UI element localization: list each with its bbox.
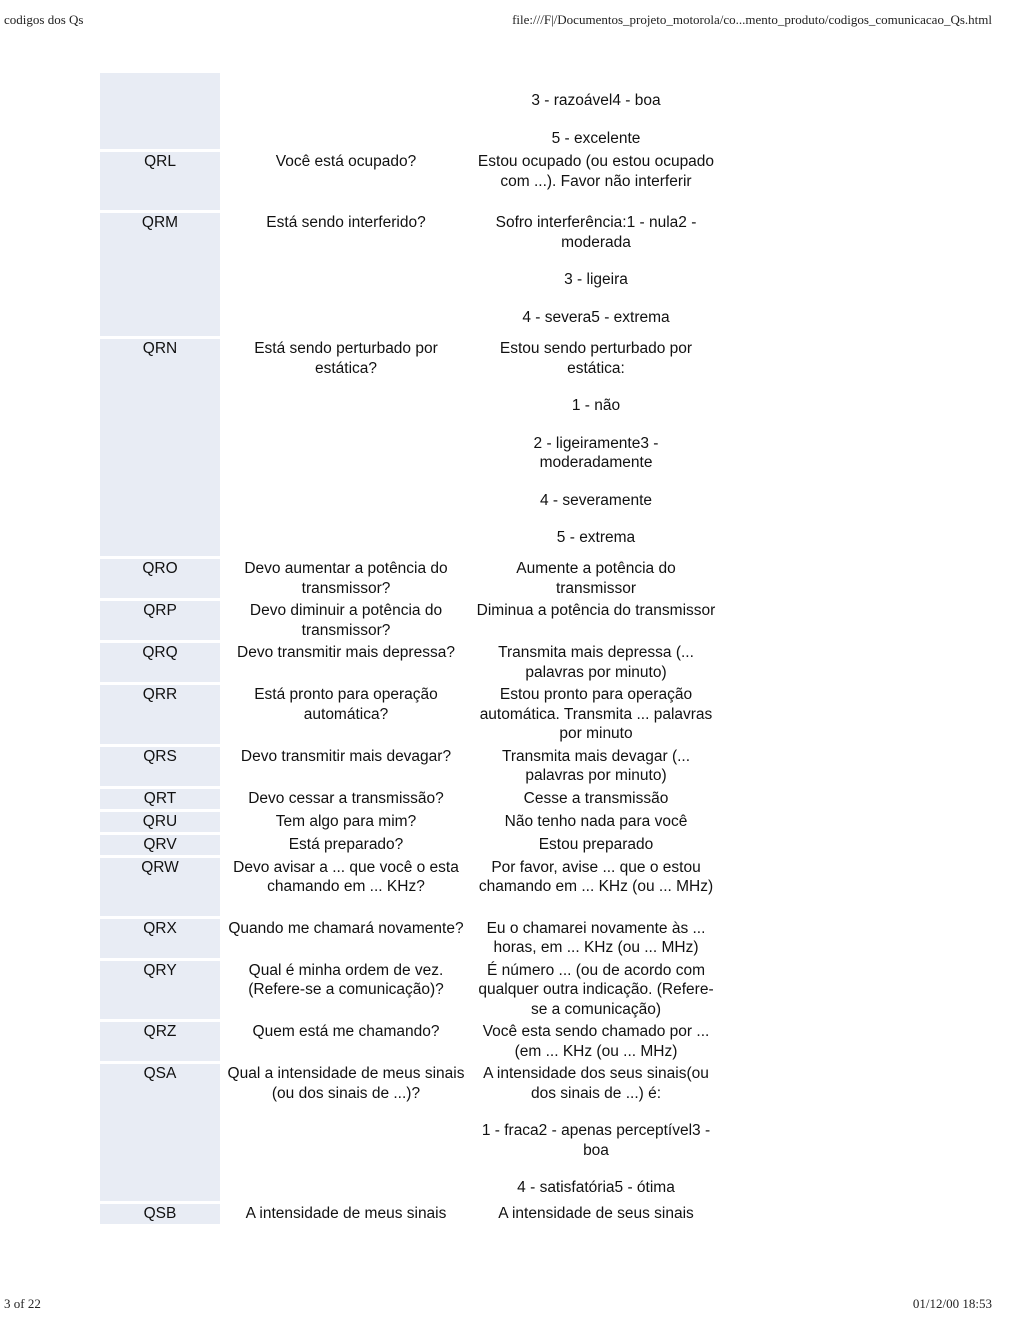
- q-code-cell: QRO: [100, 559, 220, 598]
- q-code-cell: QRQ: [100, 643, 220, 682]
- table-row: [100, 685, 720, 744]
- question-cell: Devo diminuir a potência do transmissor?: [249, 602, 443, 639]
- answer-cell: [472, 747, 720, 786]
- answer-cell: [472, 858, 720, 916]
- table-row: [100, 1022, 720, 1061]
- q-codes-table: [100, 70, 720, 1227]
- answer-cell: [472, 961, 720, 1020]
- answer-cell: [472, 559, 720, 598]
- page-number: 3 of 22: [4, 1296, 41, 1311]
- print-header-url: file:///F|/Documentos_projeto_motorola/co...mento_produto/codigos_comunicacao_Qs.html: [512, 12, 992, 27]
- question-cell: Está pronto para operação automática?: [254, 686, 438, 723]
- q-code-cell: QRX: [100, 919, 220, 958]
- table-row: [100, 73, 720, 149]
- answer-paragraph: 4 - severa5 - extrema: [522, 308, 670, 326]
- question-cell: Devo cessar a transmissão?: [248, 789, 444, 807]
- answer-cell: [472, 73, 720, 149]
- question-cell: Está preparado?: [288, 835, 404, 853]
- answer-paragraph: Estou preparado: [538, 835, 654, 853]
- table-row: [100, 152, 720, 210]
- table-row: [100, 643, 720, 682]
- q-code-cell: QRY: [100, 961, 220, 1020]
- answer-paragraph: Estou pronto para operação automática. Transmita ... palavras por minuto: [479, 686, 713, 742]
- question-cell: Qual a intensidade de meus sinais (ou dos sinais de ...)?: [227, 1065, 465, 1102]
- answer-cell: [472, 685, 720, 744]
- question-cell: Devo avisar a ... que você o esta chamando em ... KHz?: [233, 858, 459, 895]
- q-code-cell: QRW: [100, 858, 220, 916]
- answer-paragraph: Você esta sendo chamado por ... (em ... KHz (ou ... MHz): [482, 1023, 710, 1060]
- q-code-cell: QSB: [100, 1204, 220, 1224]
- answer-cell: [472, 339, 720, 556]
- question-cell: [220, 73, 472, 149]
- answer-paragraph: 4 - satisfatória5 - ótima: [517, 1179, 675, 1196]
- table-row: [100, 559, 720, 598]
- answer-paragraph: Sofro interferência:1 - nula2 - moderada: [495, 214, 697, 251]
- answer-cell: [472, 919, 720, 958]
- answer-paragraph: 2 - ligeiramente3 - moderadamente: [533, 434, 659, 471]
- answer-paragraph: Estou ocupado (ou estou ocupado com ...). Favor não interferir: [477, 153, 715, 190]
- answer-cell: [472, 1064, 720, 1201]
- answer-paragraph: A intensidade dos seus sinais(ou dos sinais de ...) é:: [483, 1065, 709, 1102]
- answer-paragraph: 5 - extrema: [556, 529, 636, 546]
- answer-paragraph: 3 - ligeira: [564, 271, 628, 288]
- table-row: [100, 858, 720, 916]
- q-code-cell: QSA: [100, 1064, 220, 1201]
- answer-cell: [472, 1022, 720, 1061]
- answer-paragraph: 3 - razoável4 - boa: [531, 92, 661, 109]
- table-row: [100, 1064, 720, 1201]
- answer-cell: [472, 789, 720, 809]
- table-row: [100, 961, 720, 1020]
- answer-paragraph: É número ... (ou de acordo com qualquer outra indicação. (Refere-se a comunicação): [478, 961, 714, 1018]
- question-cell: Devo transmitir mais depressa?: [237, 644, 455, 661]
- answer-paragraph: Aumente a potência do transmissor: [516, 560, 676, 597]
- q-code-cell: [100, 73, 220, 149]
- answer-cell: [472, 643, 720, 682]
- question-cell: Está sendo interferido?: [266, 214, 426, 231]
- print-header-title: codigos dos Qs: [4, 12, 84, 27]
- question-cell: Devo aumentar a potência do transmissor?: [244, 560, 448, 597]
- answer-paragraph: Transmita mais devagar (... palavras por minuto): [501, 747, 691, 784]
- q-code-cell: QRU: [100, 812, 220, 832]
- answer-paragraph: 4 - severamente: [540, 491, 652, 509]
- answer-paragraph: Estou sendo perturbado por estática:: [499, 340, 693, 377]
- q-code-cell: QRV: [100, 835, 220, 855]
- answer-paragraph: Por favor, avise ... que o estou chamando em ... KHz (ou ... MHz): [478, 858, 714, 895]
- q-code-cell: QRM: [100, 213, 220, 336]
- question-cell: A intensidade de meus sinais: [245, 1205, 447, 1222]
- print-datetime: 01/12/00 18:53: [912, 1296, 992, 1311]
- table-row: [100, 339, 720, 556]
- answer-paragraph: Transmita mais depressa (... palavras por minuto): [498, 644, 694, 681]
- table-row: [100, 601, 720, 640]
- answer-paragraph: Diminua a potência do transmissor: [476, 602, 716, 619]
- question-cell: Quem está me chamando?: [252, 1023, 440, 1040]
- table-row: [100, 747, 720, 786]
- table-row: [100, 919, 720, 958]
- answer-cell: [472, 152, 720, 210]
- answer-paragraph: Cesse a transmissão: [523, 789, 669, 807]
- table-row: [100, 789, 720, 809]
- answer-paragraph: 1 - fraca2 - apenas perceptível3 - boa: [481, 1122, 711, 1159]
- q-code-cell: QRZ: [100, 1022, 220, 1061]
- answer-paragraph: Não tenho nada para você: [504, 812, 688, 830]
- question-cell: Você está ocupado?: [275, 153, 417, 170]
- table-row: [100, 835, 720, 855]
- q-code-cell: QRL: [100, 152, 220, 210]
- question-cell: Quando me chamará novamente?: [228, 919, 464, 937]
- q-code-cell: QRS: [100, 747, 220, 786]
- question-cell: Está sendo perturbado por estática?: [254, 340, 438, 377]
- question-cell: Devo transmitir mais devagar?: [240, 747, 452, 765]
- answer-cell: [472, 812, 720, 832]
- answer-cell: [472, 213, 720, 336]
- answer-cell: [472, 835, 720, 855]
- answer-cell: [472, 601, 720, 640]
- q-code-cell: QRT: [100, 789, 220, 809]
- table-row: [100, 812, 720, 832]
- table-row: [100, 1204, 720, 1224]
- table-row: [100, 213, 720, 336]
- question-cell: Qual é minha ordem de vez. (Refere-se a comunicação)?: [248, 961, 444, 998]
- question-cell: Tem algo para mim?: [275, 812, 417, 830]
- q-code-cell: QRR: [100, 685, 220, 744]
- answer-cell: [472, 1204, 720, 1224]
- answer-paragraph: 5 - excelente: [551, 129, 641, 147]
- q-code-cell: QRP: [100, 601, 220, 640]
- answer-paragraph: Eu o chamarei novamente às ... horas, em ... KHz (ou ... MHz): [486, 919, 706, 956]
- answer-paragraph: 1 - não: [571, 397, 621, 414]
- answer-paragraph: A intensidade de seus sinais: [498, 1205, 694, 1222]
- q-code-cell: QRN: [100, 339, 220, 556]
